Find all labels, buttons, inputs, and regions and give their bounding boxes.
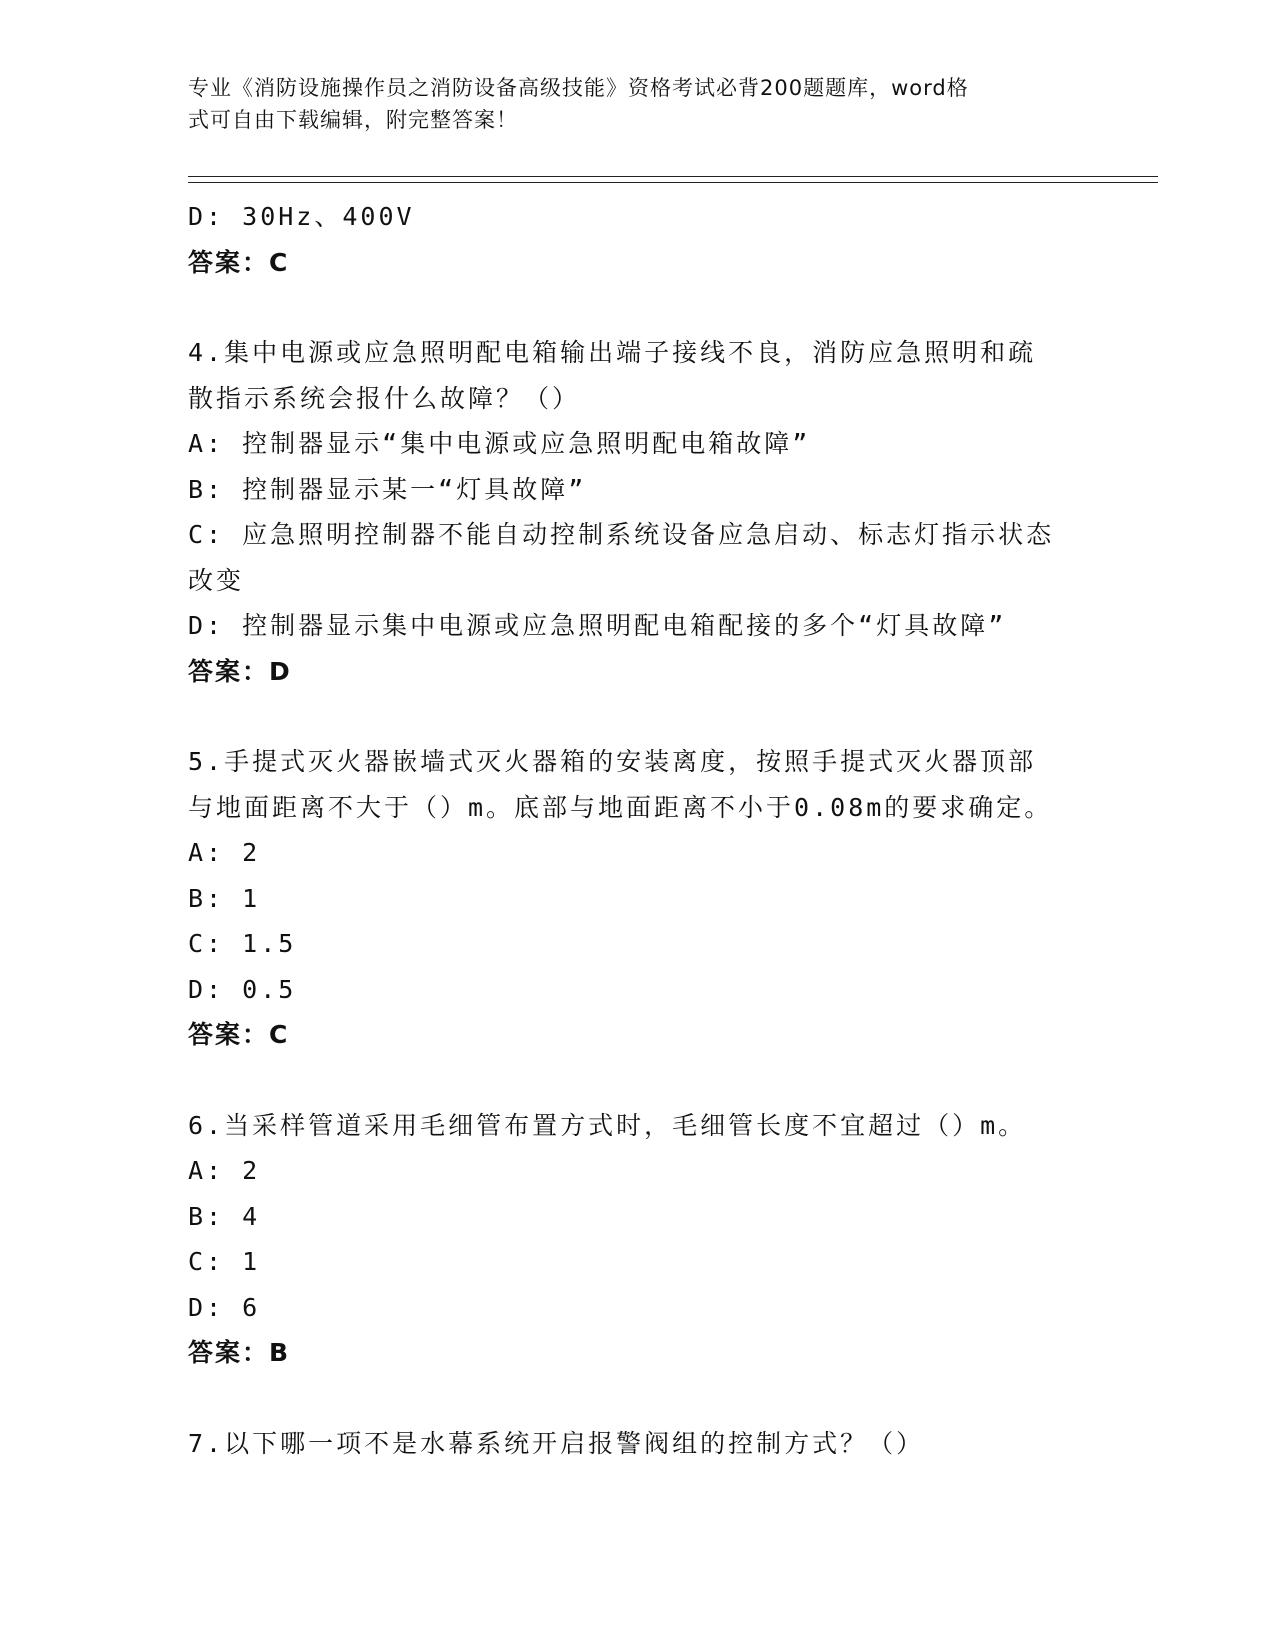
question-text: 6.当采样管道采用毛细管布置方式时，毛细管长度不宜超过（）m。 — [188, 1110, 1027, 1140]
option-c: C: 1 — [188, 1247, 261, 1276]
previous-question-tail — [188, 194, 1088, 285]
answer-line: 答案：D — [188, 656, 292, 686]
header-line-1: 专业《消防设施操作员之消防设备高级技能》资格考试必背200题题库，word格 — [188, 76, 969, 100]
option-c-continued: 改变 — [188, 565, 245, 595]
answer-line: 答案：B — [188, 1338, 291, 1367]
answer-line: 答案：C — [188, 1020, 290, 1049]
question-text: 5.手提式灭火器嵌墙式灭火器箱的安装离度，按照手提式灭火器顶部 — [188, 747, 1037, 776]
option-d: D: 0.5 — [188, 974, 297, 1004]
option-a: A: 2 — [188, 838, 261, 867]
option-c: C: 1.5 — [188, 929, 297, 958]
document-body — [188, 194, 1088, 1466]
header-divider-top — [188, 176, 1158, 177]
spacer — [188, 285, 1088, 330]
spacer — [188, 1058, 1088, 1103]
header-divider-bottom — [188, 182, 1158, 183]
option-b: B: 控制器显示某一“灯具故障” — [188, 474, 587, 504]
question-5 — [188, 739, 1088, 1058]
option-d: D: 6 — [188, 1292, 261, 1322]
spacer — [188, 1376, 1088, 1421]
question-text-continued: 散指示系统会报什么故障？（） — [188, 383, 581, 413]
spacer — [188, 694, 1088, 739]
option-a: A: 2 — [188, 1156, 261, 1185]
question-7 — [188, 1421, 1088, 1467]
option-d: D: 控制器显示集中电源或应急照明配电箱配接的多个“灯具故障” — [188, 611, 1007, 640]
question-text-continued: 与地面距离不大于（）m。底部与地面距离不小于0.08m的要求确定。 — [188, 792, 1053, 822]
question-6 — [188, 1103, 1088, 1376]
document-header — [188, 72, 1068, 136]
option-b: B: 1 — [188, 883, 261, 913]
question-text: 7.以下哪一项不是水幕系统开启报警阀组的控制方式？（） — [188, 1428, 925, 1458]
option-b: B: 4 — [188, 1201, 261, 1231]
question-text: 4.集中电源或应急照明配电箱输出端子接线不良，消防应急照明和疏 — [188, 338, 1037, 367]
question-4 — [188, 330, 1088, 694]
option-a: A: 控制器显示“集中电源或应急照明配电箱故障” — [188, 429, 811, 458]
option-d: D: 30Hz、400V — [188, 202, 415, 231]
answer-line: 答案：C — [188, 247, 290, 277]
option-c: C: 应急照明控制器不能自动控制系统设备应急启动、标志灯指示状态 — [188, 520, 1055, 549]
header-line-2: 式可自由下载编辑，附完整答案！ — [188, 108, 518, 132]
